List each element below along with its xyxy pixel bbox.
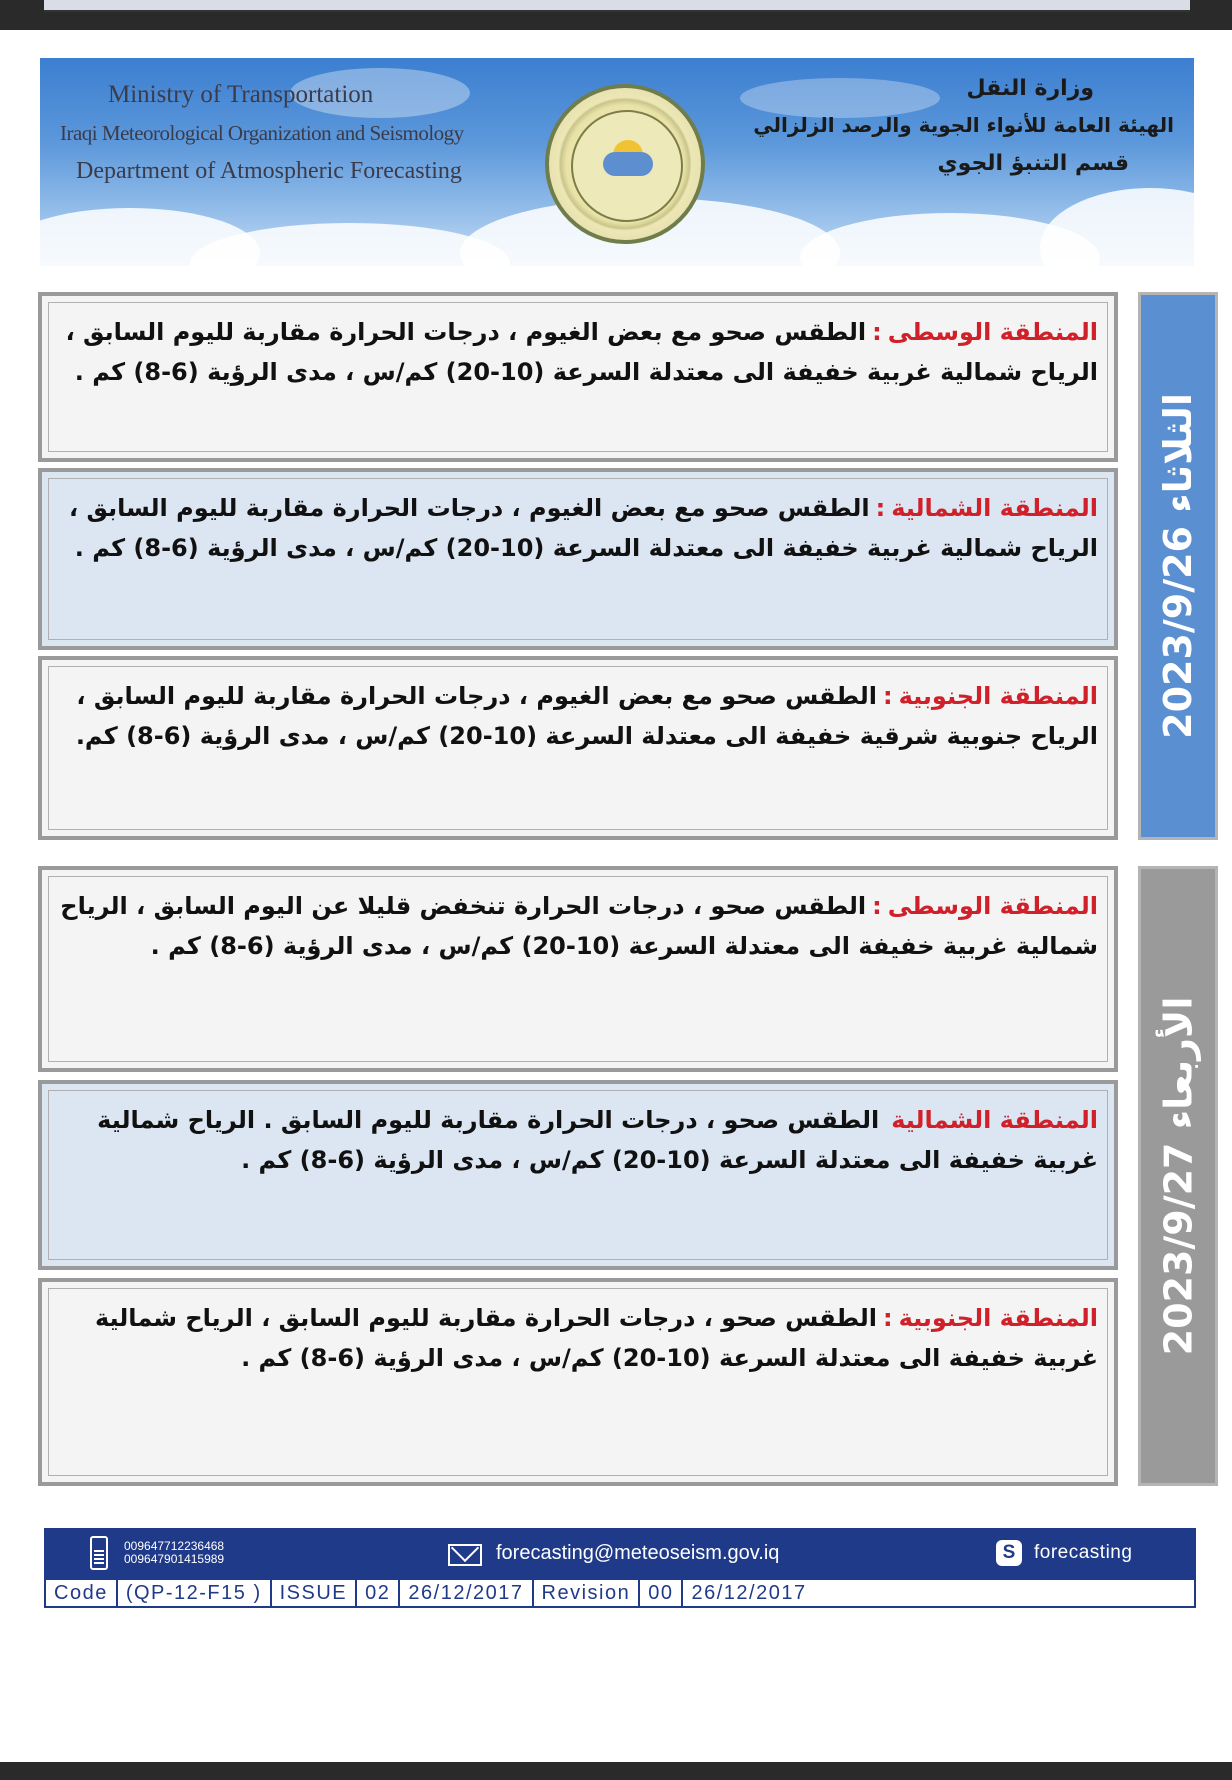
code-label: Code: [46, 1580, 118, 1606]
phone-number-2: 009647901415989: [124, 1552, 225, 1566]
issue-date: 26/12/2017: [400, 1580, 533, 1606]
forecast-paragraph: [58, 312, 1098, 392]
region-colon: :: [872, 318, 882, 346]
forecast-paragraph: [58, 1100, 1098, 1180]
region-name: المنطقة الجنوبية: [898, 1304, 1098, 1332]
region-name: المنطقة الوسطى: [887, 318, 1098, 346]
department-name-en: Department of Atmospheric Forecasting: [76, 158, 462, 184]
ministry-name-en: Ministry of Transportation: [108, 81, 374, 108]
phone-numbers: [124, 1540, 224, 1566]
region-forecast-south: [38, 1278, 1118, 1486]
forecast-date: الأربعاء 2023/9/27: [1156, 996, 1200, 1356]
forecast-paragraph: [58, 1298, 1098, 1378]
region-forecast-central: [38, 866, 1118, 1072]
header-banner: [40, 58, 1194, 266]
cloud-icon: [603, 152, 653, 176]
region-forecast-south: [38, 656, 1118, 840]
organization-name-ar: الهيئة العامة للأنواء الجوية والرصد الزلزالي: [753, 113, 1174, 137]
document-control-bar: [44, 1578, 1196, 1608]
forecast-text: الطقس صحو مع بعض الغيوم ، درجات الحرارة مقاربة لليوم السابق ، الرياح جنوبية شرقية خفيفة الى معتدلة السرعة (10-20) كم/س ، مدى الرؤية (6-8) كم.: [75, 682, 1098, 750]
top-frame-strip: [0, 0, 1232, 30]
issue-number: 02: [357, 1580, 400, 1606]
arabic-header: [753, 72, 1174, 184]
english-header: [60, 76, 464, 190]
phone-number-1: 009647712236468: [124, 1539, 225, 1553]
bottom-frame-strip: [0, 1762, 1232, 1780]
seal-inner-ring: [571, 110, 683, 222]
email-address[interactable]: forecasting@meteoseism.gov.iq: [496, 1542, 780, 1564]
forecast-text: الطقس صحو مع بعض الغيوم ، درجات الحرارة مقاربة لليوم السابق ، الرياح شمالية غربية خفيفة الى معتدلة السرعة (10-20) كم/س ، مدى الرؤية (6-8) كم .: [65, 318, 1098, 386]
revision-number: 00: [640, 1580, 683, 1606]
skype-icon: S: [996, 1540, 1022, 1566]
mail-icon: [448, 1544, 482, 1566]
forecast-paragraph: [58, 676, 1098, 756]
forecast-day-1: [38, 292, 1218, 840]
contact-bar: [44, 1528, 1196, 1578]
revision-label: Revision: [534, 1580, 641, 1606]
forecast-text: الطقس صحو ، درجات الحرارة مقاربة لليوم السابق ، الرياح شمالية غربية خفيفة الى معتدلة السرعة (10-20) كم/س ، مدى الرؤية (6-8) كم .: [94, 1304, 1098, 1372]
code-value: (QP-12-F15 ): [118, 1580, 272, 1606]
region-forecast-north: [38, 1080, 1118, 1270]
region-name: المنطقة الشمالية: [891, 1106, 1098, 1134]
region-name: المنطقة الجنوبية: [898, 682, 1098, 710]
region-name: المنطقة الوسطى: [887, 892, 1098, 920]
forecast-day-2: [38, 866, 1218, 1486]
organization-name-en: Iraqi Meteorological Organization and Seismology: [60, 121, 464, 145]
issue-label: ISSUE: [272, 1580, 358, 1606]
forecast-paragraph: [58, 886, 1098, 966]
date-bar-day-2: [1138, 866, 1218, 1486]
forecast-text: الطقس صحو مع بعض الغيوم ، درجات الحرارة مقاربة لليوم السابق ، الرياح شمالية غربية خفيفة الى معتدلة السرعة (10-20) كم/س ، مدى الرؤية (6-8) كم .: [68, 494, 1098, 562]
skype-handle: forecasting: [1034, 1542, 1133, 1563]
region-colon: :: [882, 682, 893, 710]
date-bar-day-1: [1138, 292, 1218, 840]
document-footer: [44, 1528, 1196, 1608]
region-forecast-north: [38, 468, 1118, 650]
revision-date: 26/12/2017: [691, 1582, 807, 1604]
forecast-text: الطقس صحو ، درجات الحرارة تنخفض قليلا عن اليوم السابق ، الرياح شمالية غربية خفيفة الى معتدلة السرعة (10-20) كم/س ، مدى الرؤية (6-8) كم .: [60, 892, 1098, 960]
region-name: المنطقة الشمالية: [891, 494, 1098, 522]
region-colon: :: [872, 892, 882, 920]
forecast-date: الثلاثاء 2023/9/26: [1156, 393, 1201, 739]
phone-icon: [90, 1536, 108, 1570]
ministry-name-ar: وزارة النقل: [966, 76, 1094, 101]
region-colon: :: [875, 494, 886, 522]
region-forecast-central: [38, 292, 1118, 462]
cloud-decoration: [1040, 188, 1194, 266]
forecast-paragraph: [58, 488, 1098, 568]
region-colon: :: [882, 1304, 893, 1332]
organization-seal-logo: [545, 84, 705, 244]
department-name-ar: قسم التنبؤ الجوي: [937, 151, 1129, 176]
cut-off-previous-footer: [44, 0, 1190, 12]
forecast-text: الطقس صحو ، درجات الحرارة مقاربة لليوم السابق . الرياح شمالية غربية خفيفة الى معتدلة السرعة (10-20) كم/س ، مدى الرؤية (6-8) كم .: [97, 1106, 1098, 1174]
